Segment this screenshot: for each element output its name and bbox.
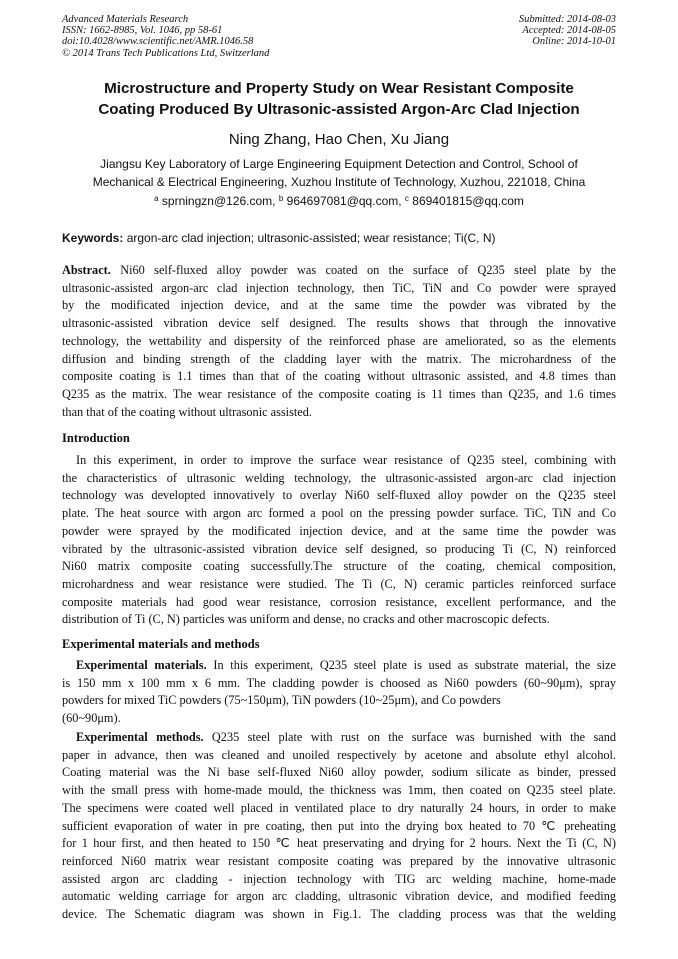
methods-line: Coating material was the Ni base self-fluxed Ni60 alloy powder, sodium silicate as binder, pressed: [62, 765, 616, 780]
affiliation: [40, 156, 638, 191]
affiliation-line-2: Mechanical & Electrical Engineering, Xuzhou Institute of Technology, Xuzhou, 221018, China: [92, 174, 586, 189]
introduction-body: [62, 452, 616, 629]
accepted-date: Accepted: 2014-08-05: [522, 25, 616, 37]
methods-line: device. The Schematic diagram was shown in Fig.1. The cladding process was that the welding: [62, 907, 616, 922]
methods-line: with the small press with home-made mould, the thickness was 1mm, then coated on Q235 steel plate.: [62, 783, 616, 798]
online-date: Online: 2014-10-01: [532, 36, 616, 48]
materials-line: is 150 mm x 100 mm x 6 mm. The cladding powder is choosed as Ni60 powders (60~90μm), spray: [62, 675, 616, 690]
methods-line: assisted argon arc cladding - injection technology with TIG arc welding machine, home-made: [62, 871, 616, 886]
email-b: 964697081@qq.com,: [286, 194, 402, 208]
email-mark-c: c: [404, 194, 409, 203]
title-line-1: Microstructure and Property Study on Wear Resistant Composite: [104, 80, 574, 97]
abstract-line: by the modificated injection device, and at the same time the powder was vibrated by the: [62, 298, 616, 313]
methods-line: sufficient evaporation of water in pre coating, then put into the drying box heated to 70 ℃ preheating: [62, 818, 616, 833]
materials-line: powders for mixed TiC powders (75~150μm), TiN powders (10~25μm), and Co powders: [62, 693, 501, 708]
abstract-line: technology, the wettability and dispersity of the reinforced phase are ameliorated, so as the elements: [62, 333, 616, 348]
paper-title: [40, 78, 638, 120]
keywords-label: Keywords:: [62, 231, 124, 245]
issn-line: ISSN: 1662-8985, Vol. 1046, pp 58-61: [62, 25, 223, 37]
intro-line: microhardness and wear resistance were studied. The Ti (C, N) ceramic particles reinforced surface: [62, 576, 616, 591]
methods-line: Experimental methods. Q235 steel plate with rust on the surface was burnished with the sand: [76, 730, 617, 744]
methods-heading: Experimental materials and methods: [62, 637, 260, 651]
intro-line: distribution of Ti (C, N) particles was uniform and dense, no cracks and other macroscopic defects.: [62, 612, 550, 627]
methods-line: for 1 hour first, and then heated to 150 ℃ heat preservating and drying for 2 hours. Next the Ti (C, N): [62, 836, 616, 851]
submitted-date: Submitted: 2014-08-03: [518, 14, 616, 25]
keywords-text: argon-arc clad injection; ultrasonic-assisted; wear resistance; Ti(C, N): [126, 231, 496, 245]
intro-line: technology was developted innovatively to overlay Ni60 self-fluxed alloy powder on the Q235 steel: [62, 488, 616, 503]
abstract-line: composite coating is 1.1 times than that of the coating without ultrasonic assisted, and 4.8 times than: [62, 369, 616, 384]
intro-line: composite materials had good wear resistance, corrosion resistance, excellent performance, and the: [62, 594, 616, 609]
intro-line: In this experiment, in order to improve the surface wear resistance of Q235 steel, combining with: [76, 453, 616, 467]
abstract-label: Abstract.: [62, 263, 111, 277]
abstract-line: Abstract. Ni60 self-fluxed alloy powder was coated on the surface of Q235 steel plate by the: [62, 263, 617, 277]
materials-line: Experimental materials. In this experiment, Q235 steel plate is used as substrate material, the size: [76, 658, 616, 672]
abstract-line: than that of the coating without ultrasonic assisted.: [62, 404, 312, 419]
abstract-line: ultrasonic-assisted argon-arc clad injection technology, then TiC, TiN and Co powder were sprayed: [62, 280, 616, 295]
abstract-line: ultrasonic-assisted vibration device self designed. The results shows that through the innovative: [62, 316, 616, 331]
intro-line: the characteristics of ultrasonic welding technology, the ultrasonic-assisted argon-arc clad injection: [62, 470, 616, 485]
methods-line: reinforced Ni60 matrix wear resistant composite coating was prepared by the innovative ultrasonic: [62, 853, 616, 868]
email-a: sprningzn@126.com,: [161, 194, 276, 208]
authors: Ning Zhang, Hao Chen, Xu Jiang: [228, 131, 450, 148]
abstract-line: diffusion and binding strength of the cladding layer with the matrix. The microhardness of the: [62, 351, 616, 366]
methods-line: automatic welding carriage for argon arc cladding, ultrasonic vibration device, and modified feeding: [62, 889, 616, 904]
materials-line: (60~90μm).: [62, 711, 121, 726]
email-c: 869401815@qq.com: [412, 194, 524, 208]
methods-line: The specimens were coated well placed in ventilated place to dry naturally 24 hours, in order to make: [62, 800, 616, 815]
title-line-2: Coating Produced By Ultrasonic-assisted Argon-Arc Clad Injection: [98, 101, 580, 118]
materials-paragraph: [62, 657, 616, 728]
affiliation-line-1: Jiangsu Key Laboratory of Large Engineering Equipment Detection and Control, School of: [100, 157, 578, 171]
methods-line: paper in advance, then was cleaned and unoiled respectively by acetone and absolute ethyl alcohol.: [62, 747, 616, 762]
journal-header-left: [62, 14, 269, 59]
intro-line: plate. The heat source with argon arc formed a pool on the pressing powder surface. TiC, TiN and Co: [62, 506, 616, 521]
abstract-line: Q235 as the matrix. The wear resistance of the composite coating is 11 times than Q235, and 1.6 times: [62, 386, 616, 401]
methods-label: Experimental methods.: [76, 730, 204, 744]
materials-label: Experimental materials.: [76, 658, 207, 672]
author-emails: [40, 193, 638, 209]
copyright-line: © 2014 Trans Tech Publications Ltd, Switzerland: [62, 47, 270, 59]
journal-name: Advanced Materials Research: [62, 14, 189, 25]
intro-line: vibrated by the ultrasonic-assisted vibration device self designed, so producing Ti (C, N) reinforced: [62, 541, 616, 556]
doi-line: doi:10.4028/www.scientific.net/AMR.1046.58: [62, 36, 254, 48]
introduction-heading: Introduction: [62, 431, 130, 445]
keywords: [62, 230, 618, 246]
email-mark-b: b: [278, 194, 284, 203]
methods-paragraph: [62, 729, 616, 924]
intro-line: Ni60 matrix composite coating successfully.The structure of the coating, chemical composition,: [62, 559, 616, 574]
email-mark-a: a: [154, 194, 159, 203]
abstract: [62, 262, 616, 421]
journal-header-right: [519, 14, 616, 48]
intro-line: powder were sprayed by the modificated injection device, and at the same time the powder was: [62, 523, 616, 538]
